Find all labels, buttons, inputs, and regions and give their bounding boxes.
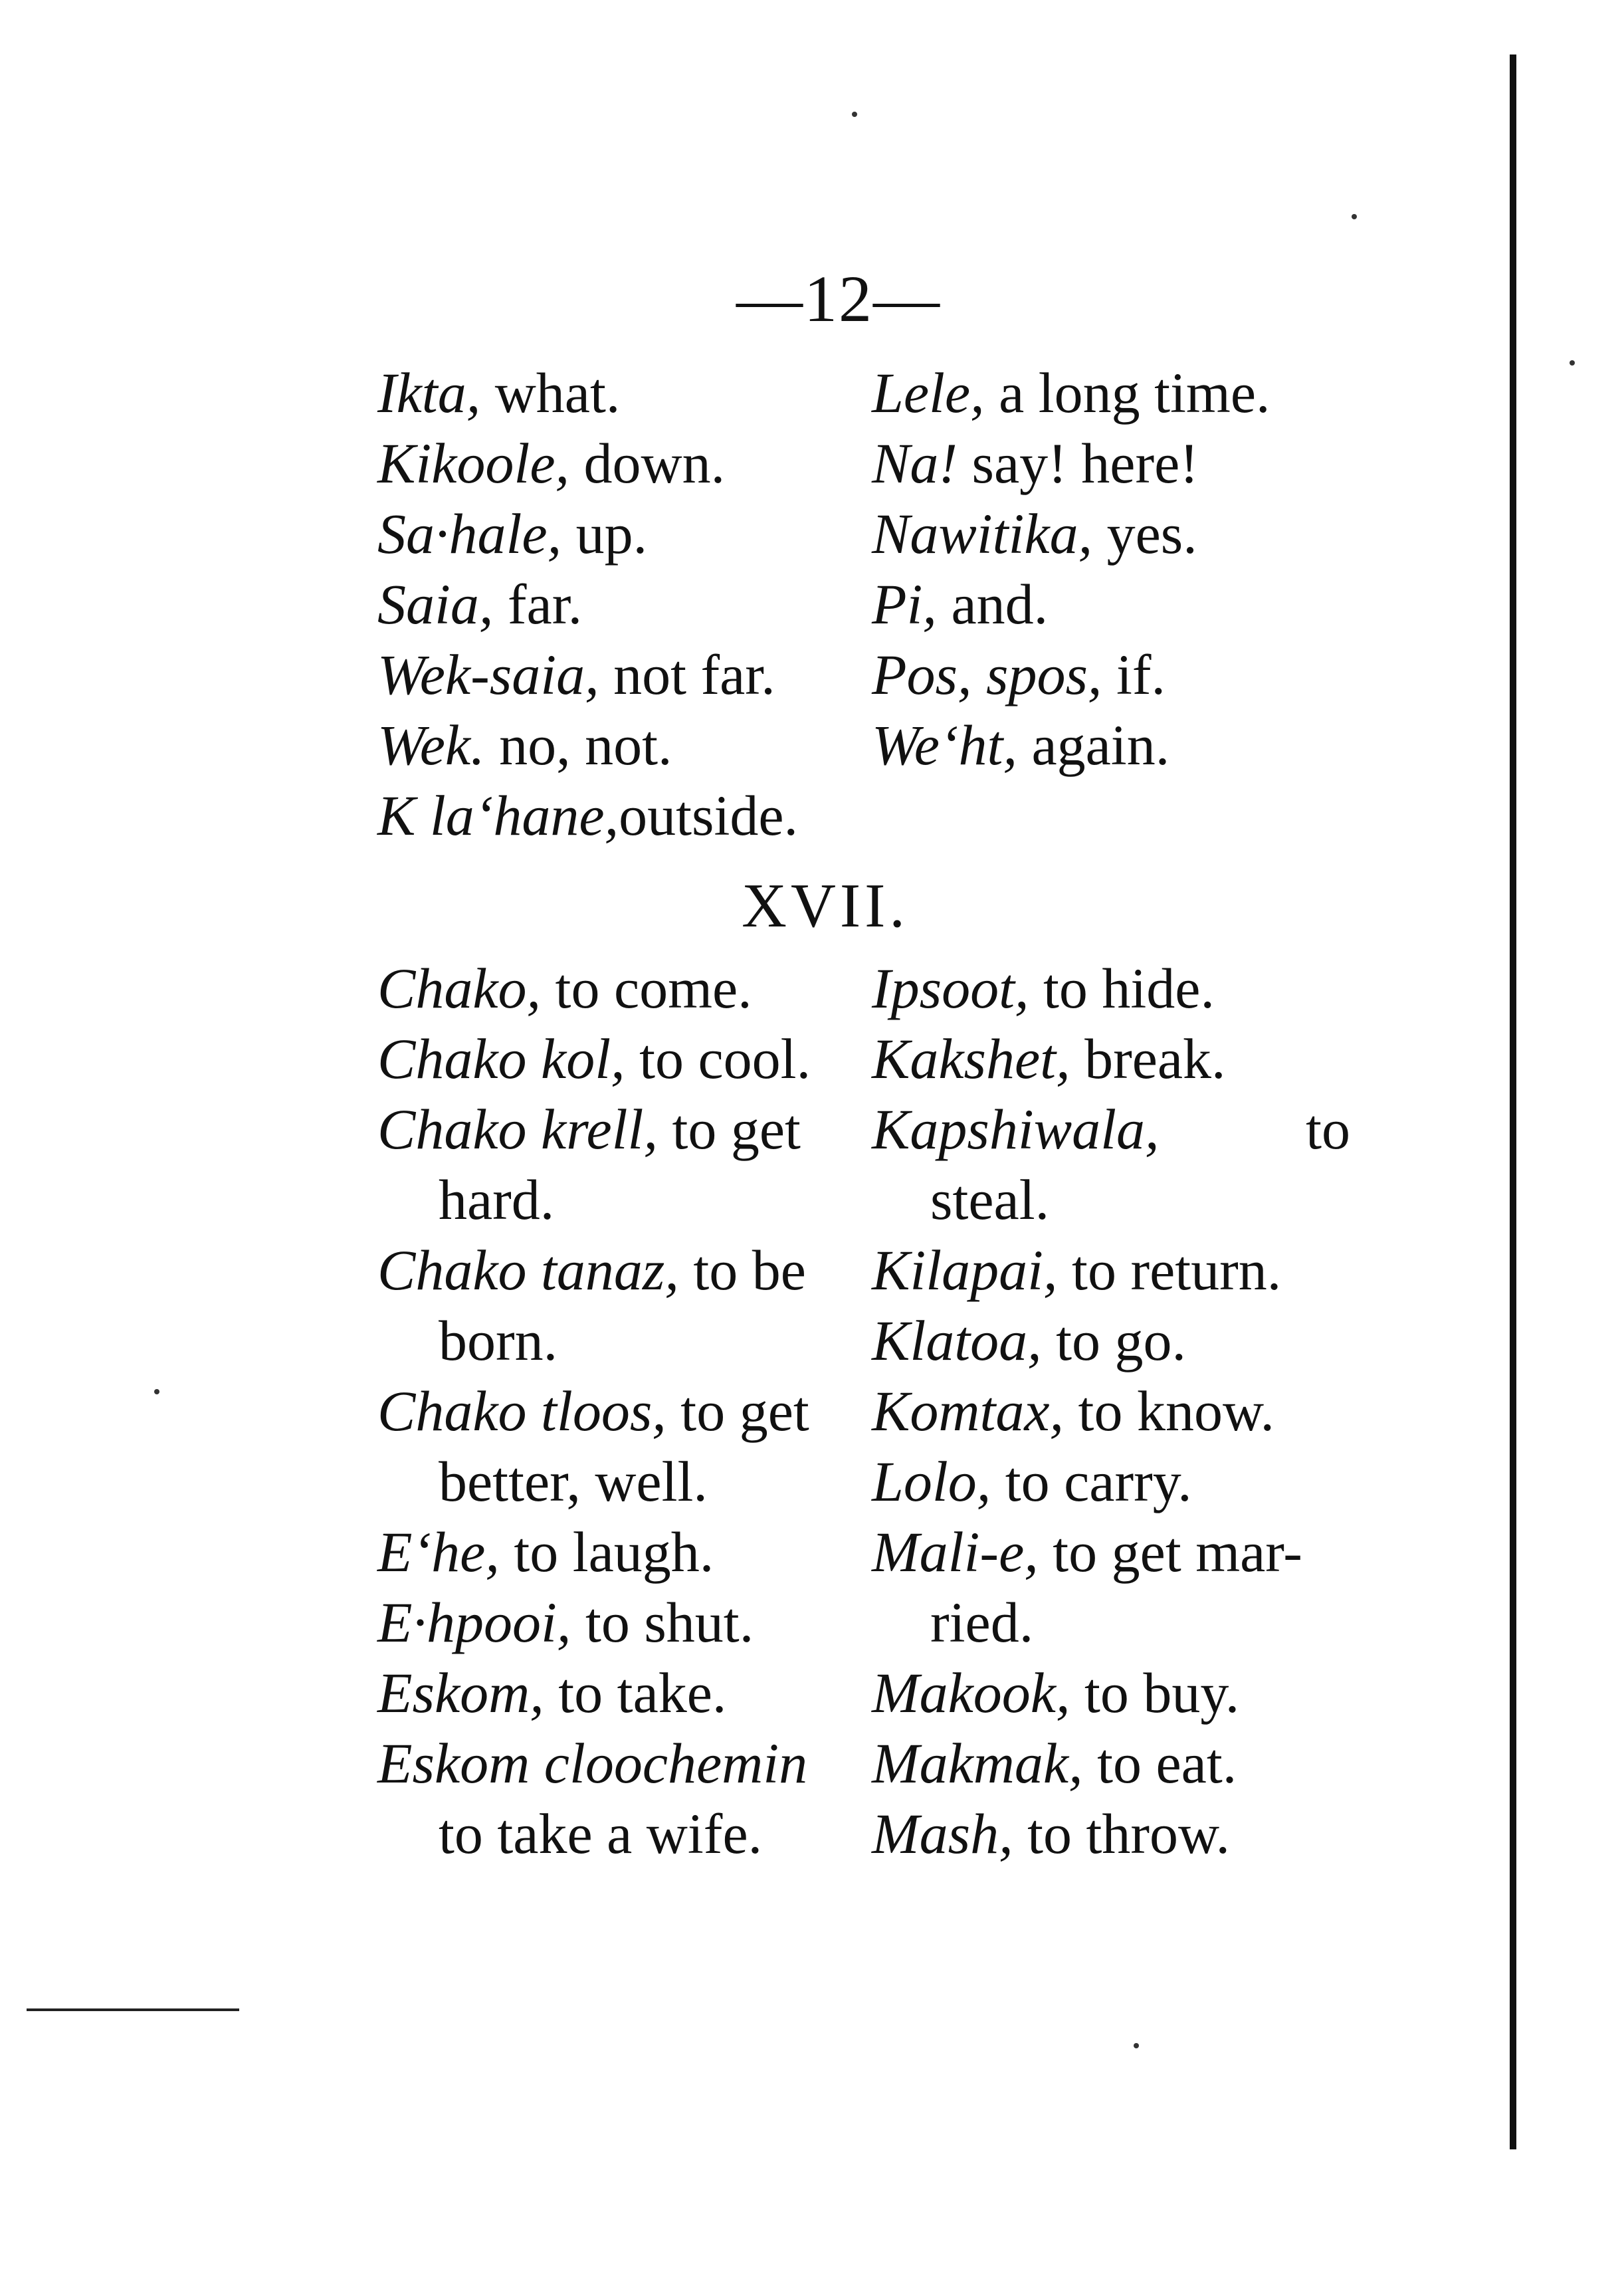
gloss: to go. xyxy=(1056,1309,1187,1372)
gloss: not far. xyxy=(613,643,775,706)
term: Sa·hale, xyxy=(377,502,562,566)
entry-left xyxy=(377,497,856,570)
term: Mali-e, xyxy=(872,1520,1039,1584)
gloss: to return. xyxy=(1072,1238,1282,1302)
entry-right-continuation xyxy=(930,1586,1409,1659)
gloss: to get xyxy=(672,1097,801,1161)
term: Klatoa, xyxy=(872,1309,1042,1372)
entry-left xyxy=(377,1093,856,1166)
gloss: born. xyxy=(439,1309,558,1372)
vocab-row xyxy=(0,1163,1624,1236)
term: Chako krell, xyxy=(377,1097,658,1161)
gloss: to get xyxy=(680,1379,809,1443)
entry-right xyxy=(872,356,1350,429)
gloss: break. xyxy=(1084,1027,1226,1091)
term: Makmak, xyxy=(872,1731,1083,1795)
term: Pos, spos, xyxy=(872,643,1102,706)
vocab-row xyxy=(0,497,1624,570)
entry-left xyxy=(377,1727,856,1800)
entry-left xyxy=(377,1515,856,1588)
entry-left xyxy=(377,1234,856,1307)
entry-right xyxy=(872,1727,1350,1800)
gloss: to cool. xyxy=(639,1027,811,1091)
term: Komtax, xyxy=(872,1379,1065,1443)
entry-right xyxy=(872,1093,1350,1166)
gloss: to eat. xyxy=(1097,1731,1237,1795)
term: Chako tanaz, xyxy=(377,1238,679,1302)
entry-left xyxy=(377,1022,856,1095)
vocab-row xyxy=(0,1797,1624,1870)
term: Makook, xyxy=(872,1661,1070,1725)
vocab-row xyxy=(0,568,1624,641)
entry-right xyxy=(872,1656,1350,1729)
entry-right xyxy=(872,952,1350,1025)
ink-speck xyxy=(852,112,857,117)
entry-left xyxy=(377,1586,856,1659)
term: Kikoole, xyxy=(377,431,569,495)
gloss: to laugh. xyxy=(514,1520,714,1584)
gloss: to be xyxy=(693,1238,806,1302)
gloss: to take a wife. xyxy=(439,1802,763,1866)
page-number: —12— xyxy=(736,262,941,336)
entry-right xyxy=(872,568,1350,641)
entry-left xyxy=(377,638,856,711)
term: Eskom cloochemin xyxy=(377,1731,808,1795)
entry-left-continuation xyxy=(439,1304,917,1377)
term: Wek. xyxy=(377,713,485,777)
gloss: down. xyxy=(583,431,726,495)
gloss: to get mar- xyxy=(1053,1520,1302,1584)
entry-right xyxy=(872,1445,1350,1518)
entry-left xyxy=(377,356,856,429)
gloss: yes. xyxy=(1106,502,1197,566)
entry-left xyxy=(377,779,856,852)
term: E‘he, xyxy=(377,1520,500,1584)
gloss: to buy. xyxy=(1084,1661,1240,1725)
entry-right xyxy=(872,1234,1350,1307)
term: Chako, xyxy=(377,956,542,1020)
entry-right xyxy=(872,1374,1350,1448)
gloss: far. xyxy=(507,572,583,636)
section-heading: XVII. xyxy=(742,871,909,940)
vocab-row xyxy=(0,427,1624,500)
gloss: to carry. xyxy=(1005,1450,1192,1513)
vocab-row xyxy=(0,1234,1624,1307)
term: Kilapai, xyxy=(872,1238,1058,1302)
entry-left xyxy=(377,1656,856,1729)
gloss: to xyxy=(1306,1097,1350,1161)
term: Ikta, xyxy=(377,361,481,425)
term: Saia, xyxy=(377,572,494,636)
vocab-row xyxy=(0,952,1624,1025)
entry-left xyxy=(377,427,856,500)
gloss: ried. xyxy=(930,1590,1034,1654)
entry-right xyxy=(872,1022,1350,1095)
gloss: hard. xyxy=(439,1168,555,1232)
gloss: to hide. xyxy=(1043,956,1215,1020)
entry-right-continuation xyxy=(930,1163,1409,1236)
vocab-row xyxy=(0,1445,1624,1518)
entry-right xyxy=(872,638,1350,711)
entry-right xyxy=(872,1304,1350,1377)
gloss: say! here! xyxy=(971,431,1199,495)
term: Lele, xyxy=(872,361,985,425)
entry-left xyxy=(377,952,856,1025)
vocab-row xyxy=(0,1304,1624,1377)
term: Mash, xyxy=(872,1802,1013,1866)
term: Kapshiwala, xyxy=(872,1097,1160,1161)
term: Lolo, xyxy=(872,1450,991,1513)
gloss: to know. xyxy=(1078,1379,1274,1443)
vocab-row xyxy=(0,1374,1624,1448)
vocab-row xyxy=(0,638,1624,711)
vocab-row xyxy=(0,1022,1624,1095)
entry-right xyxy=(872,708,1350,782)
gloss: to come. xyxy=(555,956,752,1020)
gloss: if. xyxy=(1116,643,1166,706)
gloss: better, well. xyxy=(439,1450,708,1513)
gloss: no, not. xyxy=(499,713,672,777)
vocab-row xyxy=(0,356,1624,429)
gloss: what. xyxy=(494,361,621,425)
term: Wek-saia, xyxy=(377,643,599,706)
vocab-row xyxy=(0,779,1624,852)
gloss: and. xyxy=(951,572,1049,636)
gloss: steal. xyxy=(930,1168,1050,1232)
margin-rule xyxy=(27,2008,239,2011)
term: Eskom, xyxy=(377,1661,544,1725)
entry-left-continuation xyxy=(439,1163,917,1236)
term: Pi, xyxy=(872,572,937,636)
term: We‘ht, xyxy=(872,713,1017,777)
gloss: up. xyxy=(575,502,648,566)
gloss: a long time. xyxy=(999,361,1270,425)
gloss: to throw. xyxy=(1027,1802,1231,1866)
term: Nawitika, xyxy=(872,502,1093,566)
entry-left xyxy=(377,708,856,782)
term: Na! xyxy=(872,431,958,495)
entry-left-continuation xyxy=(439,1445,917,1518)
vocab-row xyxy=(0,1093,1624,1166)
term: Kakshet, xyxy=(872,1027,1070,1091)
gloss: outside. xyxy=(619,784,799,847)
term: Ipsoot, xyxy=(872,956,1029,1020)
term: E·hpooi, xyxy=(377,1590,571,1654)
term: K la‘hane, xyxy=(377,784,619,847)
entry-left xyxy=(377,568,856,641)
vocab-row xyxy=(0,708,1624,782)
vocab-row xyxy=(0,1656,1624,1729)
gloss: again. xyxy=(1031,713,1170,777)
entry-right xyxy=(872,1797,1350,1870)
entry-right xyxy=(872,427,1350,500)
gloss: to shut. xyxy=(585,1590,754,1654)
entry-right xyxy=(872,497,1350,570)
term: Chako kol, xyxy=(377,1027,625,1091)
term: Chako tloos, xyxy=(377,1379,666,1443)
entry-right xyxy=(872,1515,1350,1588)
ink-speck xyxy=(1134,2043,1139,2048)
vocab-row xyxy=(0,1727,1624,1800)
gloss: to take. xyxy=(558,1661,727,1725)
ink-speck xyxy=(1352,214,1357,219)
vocab-row xyxy=(0,1515,1624,1588)
vocab-row xyxy=(0,1586,1624,1659)
entry-left-continuation xyxy=(439,1797,917,1870)
entry-left xyxy=(377,1374,856,1448)
